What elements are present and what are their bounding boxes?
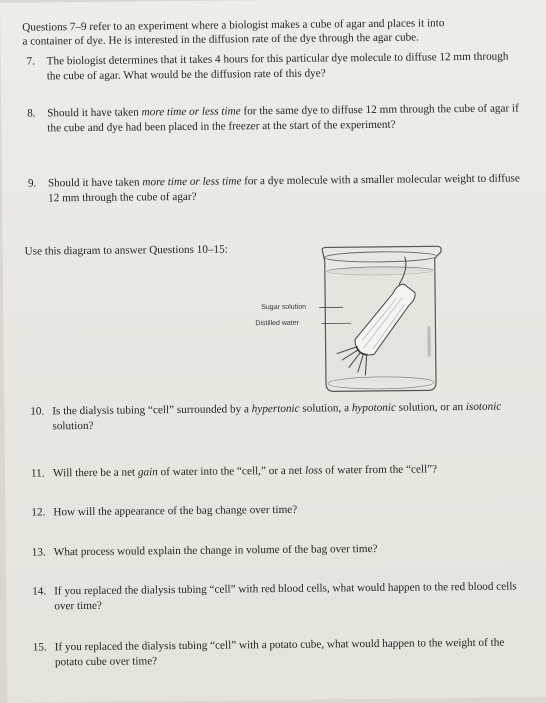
question-10 [30,399,522,434]
question-number: 10. [30,404,44,419]
question-number: 9. [28,176,37,191]
question-8 [27,101,519,136]
distilled-water-label: Distilled water [255,320,299,327]
question-13 [32,540,524,560]
intro-paragraph [22,15,522,48]
question-7 [27,49,519,84]
beaker-rim [325,251,437,262]
question-text: What process would explain the change in volume of the bag over time? [32,540,524,560]
beaker-diagram [241,244,453,401]
question-number: 12. [31,505,45,520]
question-text: Should it have taken more time or less time for the same dye to diffuse 12 mm through the cube of agar if the cube and dye had been placed in the freezer at the start of the experiment? [27,101,519,136]
question-9 [28,171,520,206]
intro-line-2: a container of dye. He is interested in the diffusion rate of the dye through the agar cube. [22,29,522,48]
question-text: If you replaced the dialysis tubing “cell” with a potato cube, what would happen to the weight of the potato cube over time? [33,635,525,670]
question-number: 14. [32,584,46,599]
sugar-solution-label: Sugar solution [261,304,306,311]
question-15 [33,635,525,670]
beaker-mark [427,326,430,356]
question-text: If you replaced the dialysis tubing “cell” with red blood cells, what would happen to the red blood cells over time? [32,579,524,614]
diagram-instruction: Use this diagram to answer Questions 10–15: [25,243,228,257]
question-text: Is the dialysis tubing “cell” surrounded by a hypertonic solution, a hypotonic solution, or an isotonic solution? [30,399,522,434]
question-number: 13. [32,545,46,560]
question-text: Should it have taken more time or less time for a dye molecule with a smaller molecular weight to diffuse 12 mm through the cube of agar? [28,171,520,206]
question-text: The biologist determines that it takes 4 hours for this particular dye molecule to diffuse 12 mm through the cube of agar. What would be the diffusion rate of this dye? [27,49,519,84]
question-11 [31,461,523,481]
question-text: Will there be a net gain of water into the “cell,” or a net loss of water from the “cell”? [31,461,523,481]
question-14 [32,579,524,614]
question-number: 11. [31,466,45,481]
question-12 [31,500,523,520]
intro-line-1: Questions 7–9 refer to an experiment where a biologist makes a cube of agar and places it into [22,15,522,34]
question-number: 8. [27,106,36,121]
question-number: 7. [27,54,36,69]
question-number: 15. [33,640,47,655]
question-text: How will the appearance of the bag change over time? [31,500,523,520]
